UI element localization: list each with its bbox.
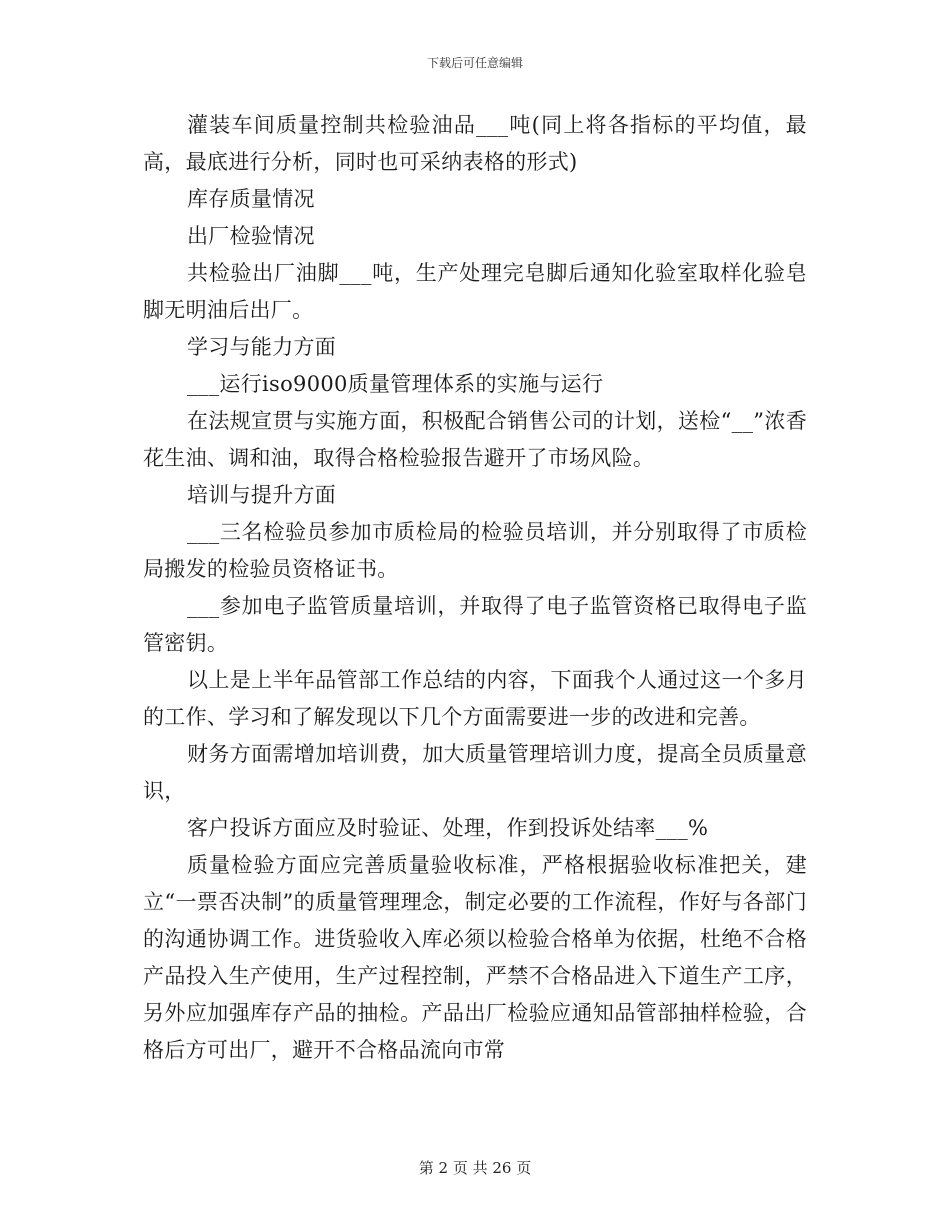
paragraph: 财务方面需增加培训费，加大质量管理培训力度，提高全员质量意识，: [143, 742, 807, 803]
page-footer: 第 2 页 共 26 页: [418, 1159, 532, 1177]
page-header: 下载后可任意编辑: [426, 56, 523, 70]
paragraph: ___运行iso9000质量管理体系的实施与运行: [187, 372, 604, 396]
section-heading: 库存质量情况: [187, 187, 315, 211]
paragraph: ___三名检验员参加市质检局的检验员培训，并分别取得了市质检局搬发的检验员资格证书。: [143, 520, 807, 581]
section-heading: 培训与提升方面: [187, 483, 337, 507]
paragraph: 共检验出厂油脚___吨，生产处理完皂脚后通知化验室取样化验皂脚无明油后出厂。: [143, 261, 807, 322]
section-heading: 学习与能力方面: [187, 335, 337, 359]
document-body: [143, 107, 807, 1069]
paragraph: ___参加电子监管质量培训，并取得了电子监管资格已取得电子监管密钥。: [143, 594, 807, 655]
paragraph: 以上是上半年品管部工作总结的内容，下面我个人通过这一个多月的工作、学习和了解发现以下几个方面需要进一步的改进和完善。: [143, 668, 807, 729]
paragraph: 在法规宣贯与实施方面，积极配合销售公司的计划，送检“__”浓香花生油、调和油，取得合格检验报告避开了市场风险。: [143, 409, 807, 470]
section-heading: 出厂检验情况: [187, 224, 315, 248]
paragraph: 质量检验方面应完善质量验收标准，严格根据验收标准把关，建立“一票否决制”的质量管理理念，制定必要的工作流程，作好与各部门的沟通协调工作。进货验收入库必须以检验合格单为依据，杜绝不合格产品投入生产使用，生产过程控制，严禁不合格品进入下道生产工序，另外应加强库存产品的抽检。产品出厂检验应通知品管部抽样检验，合格后方可出厂，避开不合格品流向市常: [143, 853, 807, 1062]
paragraph: 灌装车间质量控制共检验油品___吨(同上将各指标的平均值，最高，最底进行分析，同时也可采纳表格的形式): [143, 113, 807, 174]
paragraph: 客户投诉方面应及时验证、处理，作到投诉处结率___%: [187, 816, 709, 840]
